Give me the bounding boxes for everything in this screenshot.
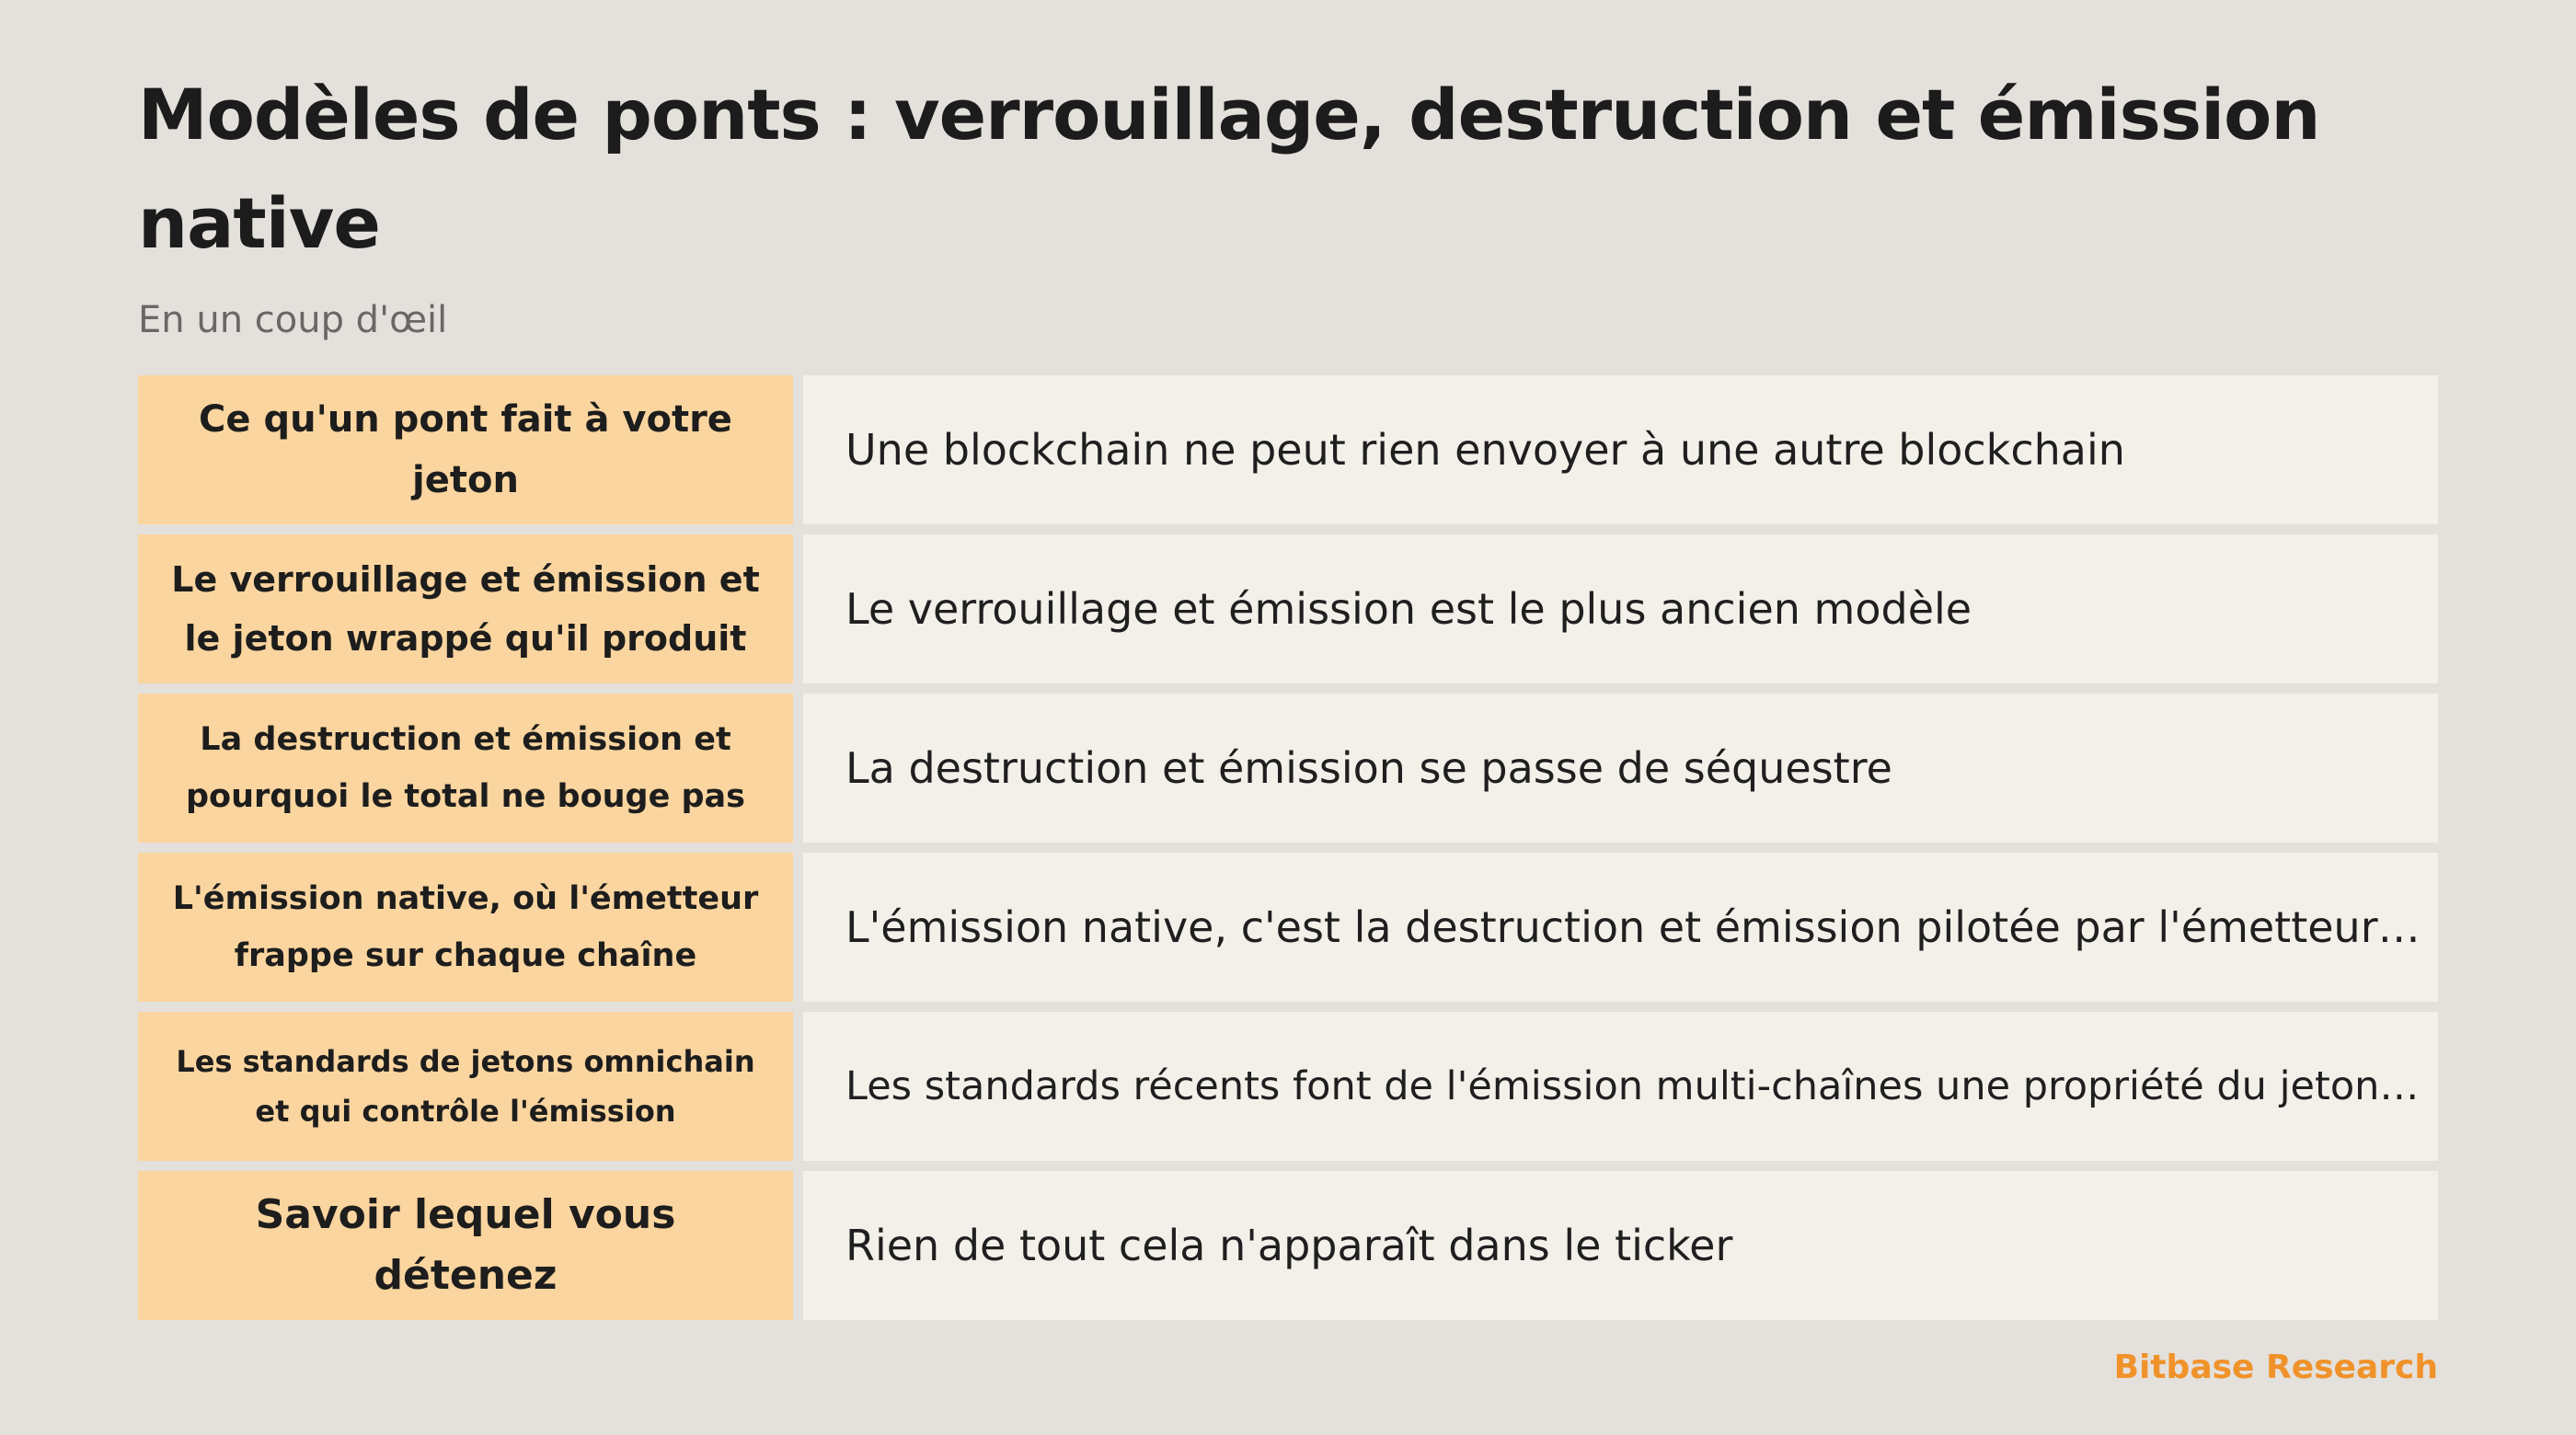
row-label: L'émission native, où l'émetteur frappe sur chaque chaîne bbox=[138, 853, 793, 1002]
table-row bbox=[138, 853, 2438, 1002]
row-description: Une blockchain ne peut rien envoyer à une autre blockchain bbox=[803, 375, 2438, 524]
brand-footer: Bitbase Research bbox=[2113, 1349, 2438, 1386]
row-label: Le verrouillage et émission et le jeton wrappé qu'il produit bbox=[138, 534, 793, 683]
table-row bbox=[138, 534, 2438, 683]
table-row bbox=[138, 1012, 2438, 1161]
table-row bbox=[138, 694, 2438, 843]
table-row bbox=[138, 375, 2438, 524]
row-label: Les standards de jetons omnichain et qui contrôle l'émission bbox=[138, 1012, 793, 1161]
row-label: Savoir lequel vous détenez bbox=[138, 1171, 793, 1320]
summary-table bbox=[138, 375, 2438, 1330]
row-description: La destruction et émission se passe de séquestre bbox=[803, 694, 2438, 843]
row-label: Ce qu'un pont fait à votre jeton bbox=[138, 375, 793, 524]
row-description: L'émission native, c'est la destruction et émission pilotée par l'émetteur… bbox=[803, 853, 2438, 1002]
table-row bbox=[138, 1171, 2438, 1320]
row-description: Le verrouillage et émission est le plus ancien modèle bbox=[803, 534, 2438, 683]
page-subtitle: En un coup d'œil bbox=[138, 299, 448, 341]
page-title: Modèles de ponts : verrouillage, destruction et émission native bbox=[138, 74, 2320, 264]
row-label: La destruction et émission et pourquoi le total ne bouge pas bbox=[138, 694, 793, 843]
row-description: Rien de tout cela n'apparaît dans le ticker bbox=[803, 1171, 2438, 1320]
row-description: Les standards récents font de l'émission multi-chaînes une propriété du jeton… bbox=[803, 1012, 2438, 1161]
slide bbox=[138, 61, 2438, 1299]
